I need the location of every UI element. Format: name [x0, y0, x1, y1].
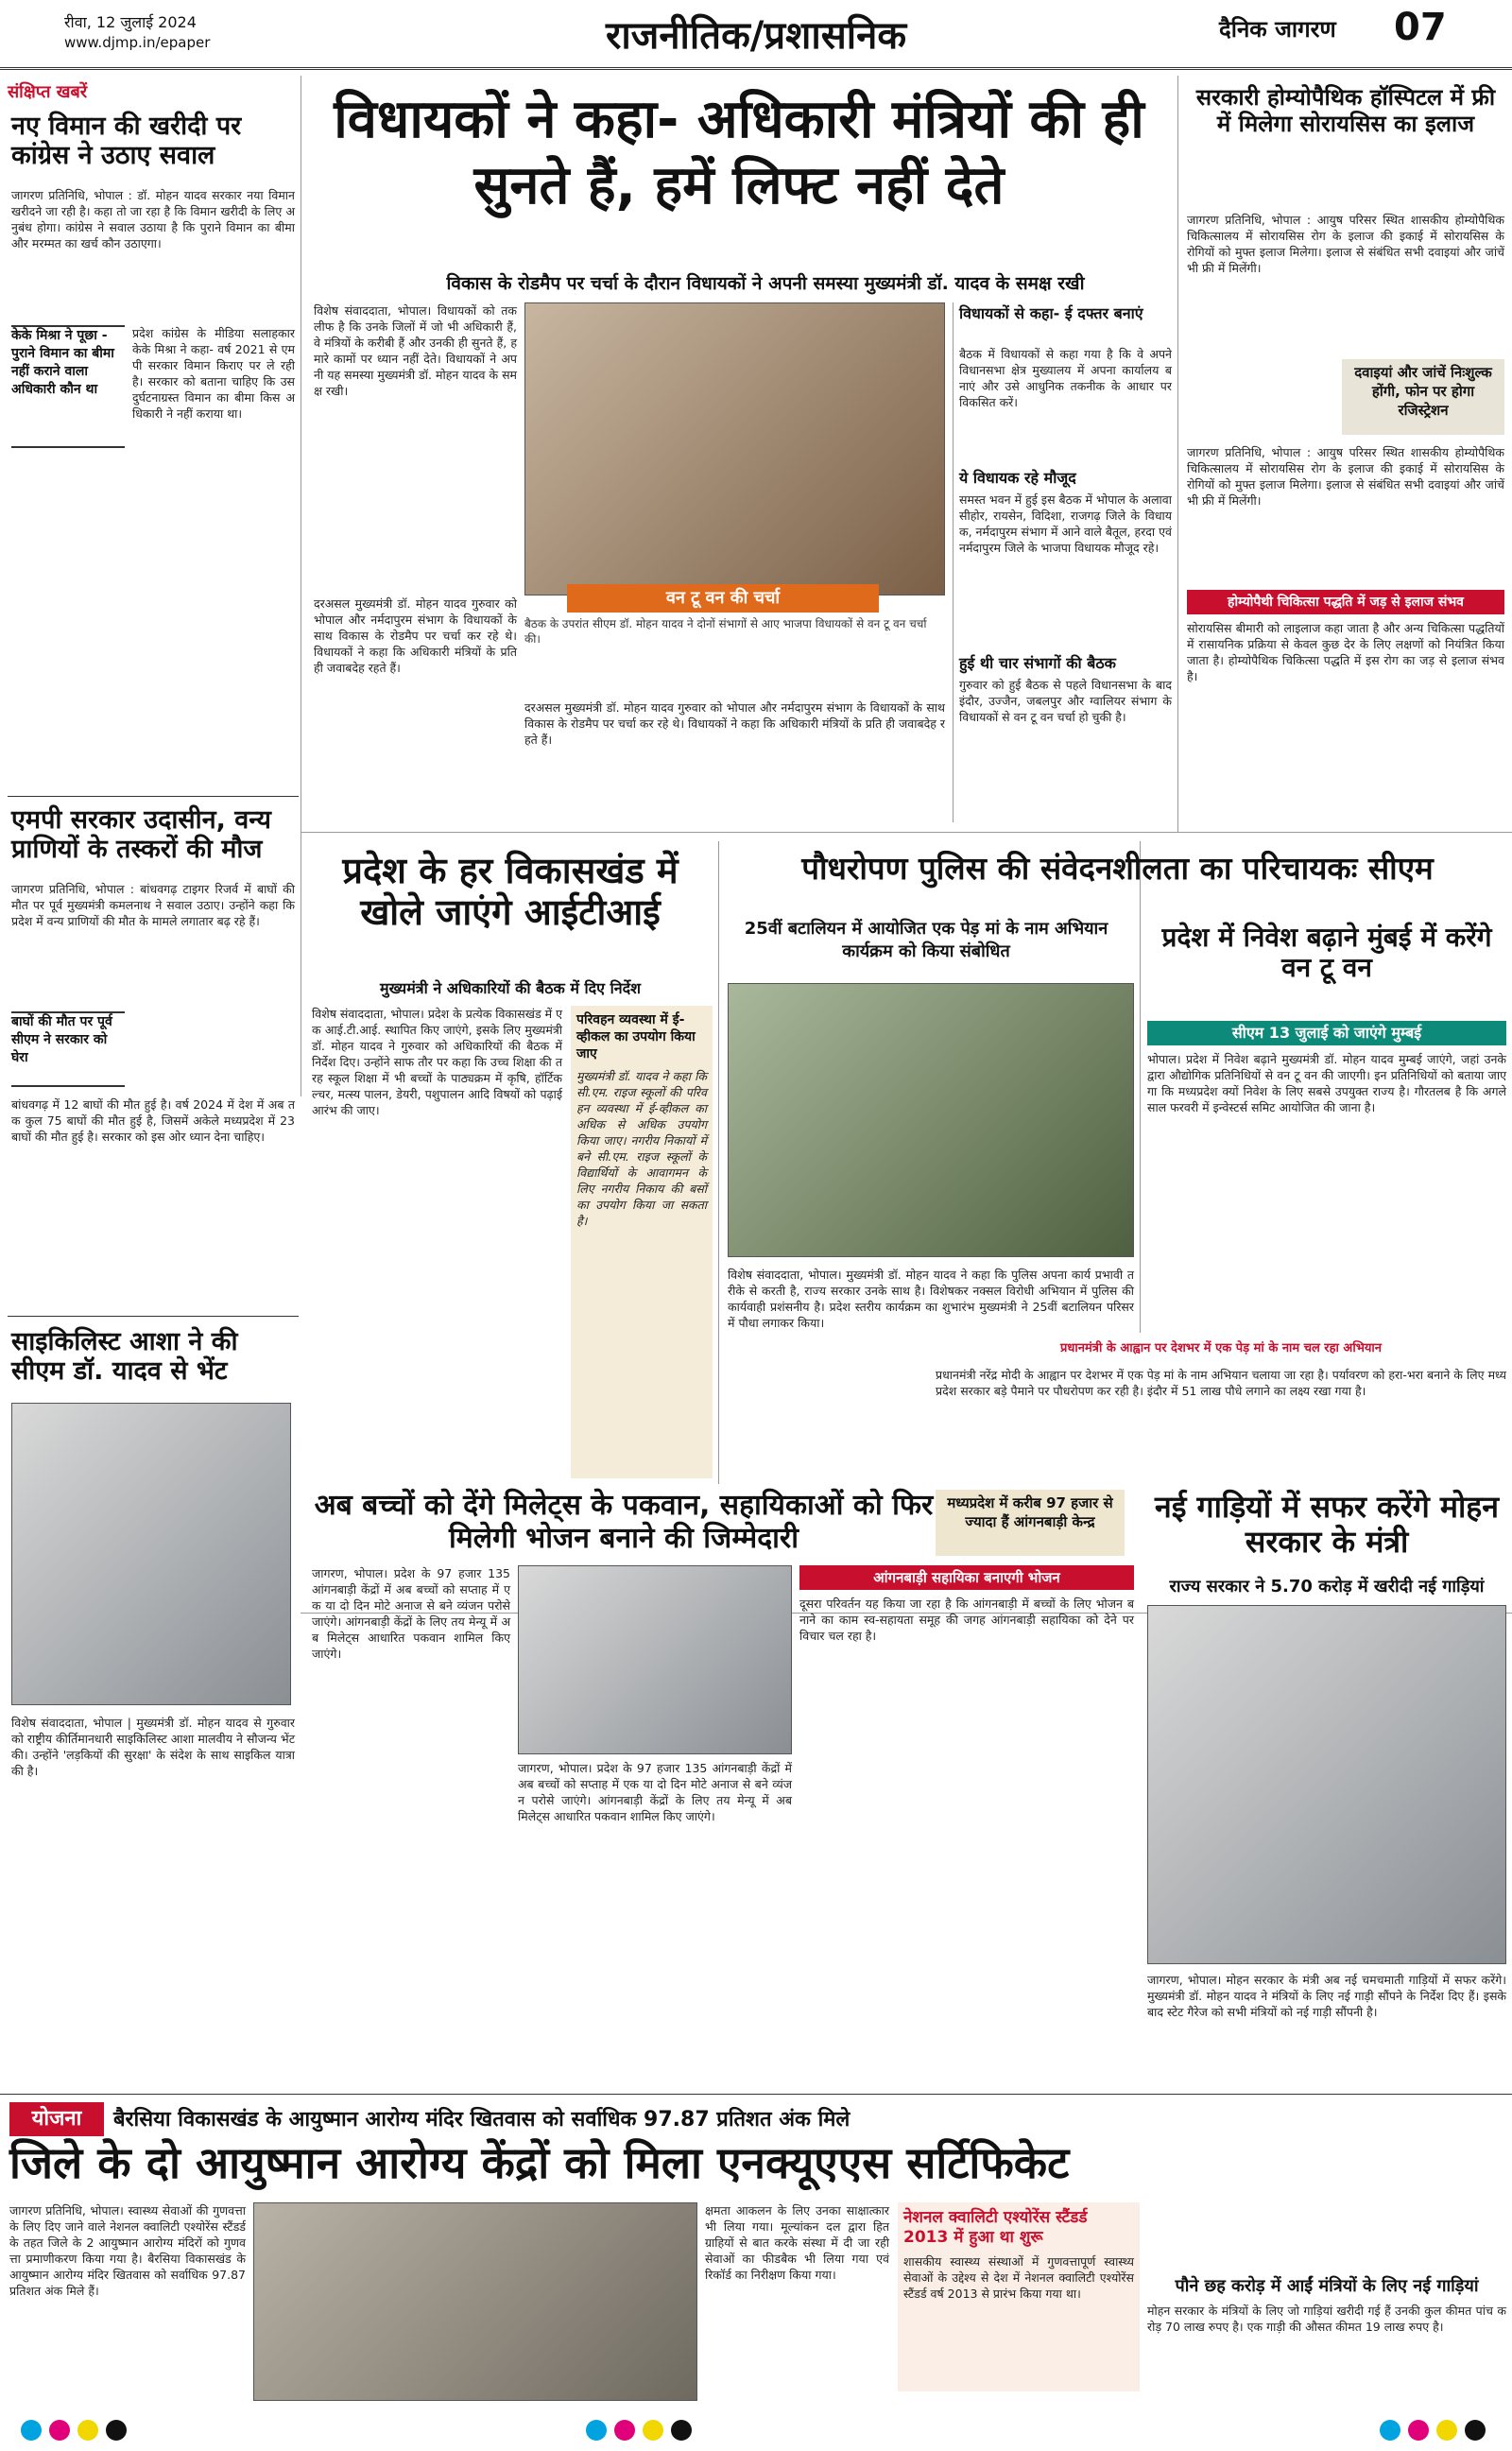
pm-body: प्रधानमंत्री नरेंद्र मोदी के आह्वान पर देशभर में एक पेड़ मां के नाम अभियान चलाया जा रहा है। पर्यावरण को हरा-भरा बनाने के लिए मध्यप्रदेश सरकार बड़े पैमाने पर पौधरोपण कर रही है। इंदौर में 51 लाख पौधे लगाने का लक्ष्य रखा गया है।: [936, 1368, 1506, 1398]
cars-body: जागरण, भोपाल। मोहन सरकार के मंत्री अब नई चमचमाती गाड़ियों में सफर करेंगे। मुख्यमंत्री डॉ. मोहन यादव ने मंत्रियों के लिए नई गाड़ी सौंपने के निर्देश दिए हैं। इसके बाद स्टेट गैरेज को सभी मंत्रियों को नई गाड़ी सौंपनी है।: [1147, 1973, 1506, 2019]
masthead: [0, 0, 1512, 70]
masthead-url[interactable]: www.djmp.in/epaper: [64, 34, 211, 51]
millet-body: जागरण, भोपाल। प्रदेश के 97 हजार 135 आंगनबाड़ी केंद्रों में अब बच्चों को सप्ताह में एक या दो दिन मोटे अनाज से बने व्यंजन परोसे जाएंगे। आंगनबाड़ी केंद्रों के लिए तय मेन्यू में अब मिलेट्स आधारित पकवान शामिल किए जाएंगे।: [312, 1566, 510, 1661]
lead-side-body-3: गुरुवार को हुई बैठक से पहले विधानसभा के बाद इंदौर, उज्जैन, जबलपुर और ग्वालियर संभाग के विधायकों से वन टू वन चर्चा हो चुकी है।: [959, 678, 1172, 724]
cars-sub-body: मोहन सरकार के मंत्रियों के लिए जो गाड़ियां खरीदी गई हैं उनकी कुल कीमत पांच करोड़ 70 लाख रुपए है। एक गाड़ी की औसत कीमत 19 लाख रुपए है।: [1147, 2304, 1506, 2334]
paper-name: दैनिक जागरण: [1219, 16, 1336, 43]
masthead-date: रीवा, 12 जुलाई 2024: [64, 13, 197, 31]
lead-side-body-1: बैठक में विधायकों से कहा गया है कि वे अपने विधानसभा क्षेत्र मुख्यालय में अपना कार्यालय बनाएं और उसे आधुनिक तकनीक के आधार पर विकसित करें।: [959, 347, 1172, 409]
yojana-box: [898, 2202, 1140, 2391]
millet-body-3: जागरण, भोपाल। प्रदेश के 97 हजार 135 आंगनबाड़ी केंद्रों में अब बच्चों को सप्ताह में एक या दो दिन मोटे अनाज से बने व्यंजन परोसे जाएंगे। आंगनबाड़ी केंद्रों के लिए तय मेन्यू में अब मिलेट्स आधारित पकवान शामिल किए जाएंगे।: [518, 1761, 792, 1823]
iti-box-head: परिवहन व्यवस्था में ई-व्हीकल का उपयोग किया जाए: [576, 1012, 696, 1062]
brief-pullquote-2: बाघों की मौत पर पूर्व सीएम ने सरकार को घेरा: [11, 1011, 125, 1087]
homeo-bar: होम्योपैथी चिकित्सा पद्धति में जड़ से इलाज संभव: [1187, 590, 1504, 614]
reg-dot-black: [106, 2420, 127, 2441]
iti-deck: मुख्यमंत्री ने अधिकारियों की बैठक में दिए निर्देश: [380, 979, 641, 997]
cars-headline: नई गाड़ियों में सफर करेंगे मोहन सरकार के मंत्री: [1154, 1489, 1500, 1560]
lead-body-2: दरअसल मुख्यमंत्री डॉ. मोहन यादव गुरुवार को भोपाल और नर्मदापुरम संभाग के विधायकों के साथ विकास के रोडमैप पर चर्चा कर रहे थे। विधायकों ने कहा कि अधिकारी मंत्रियों के प्रति ही जवाबदेह रहते हैं।: [314, 596, 517, 675]
section-title: राजनीतिक/प्रशासनिक: [605, 14, 907, 58]
lead-body-2b: दरअसल मुख्यमंत्री डॉ. मोहन यादव गुरुवार को भोपाल और नर्मदापुरम संभाग के विधायकों के साथ विकास के रोडमैप पर चर्चा कर रहे थे। विधायकों ने कहा कि अधिकारी मंत्रियों के प्रति ही जवाबदेह रहते हैं।: [524, 700, 945, 747]
reg-dot-yellow-2: [643, 2420, 663, 2441]
police-deck: 25वीं बटालियन में आयोजित एक पेड़ मां के नाम अभियान कार्यक्रम को किया संबोधित: [744, 919, 1108, 961]
lead-headline: विधायकों ने कहा- अधिकारी मंत्रियों की ही सुनते हैं, हमें लिफ्ट नहीं देते: [334, 89, 1144, 216]
reg-dot-cyan-3: [1380, 2420, 1400, 2441]
briefs-label: संक्षिप्त खबरें: [8, 79, 147, 106]
brief-body-1: जागरण प्रतिनिधि, भोपाल : डॉ. मोहन यादव सरकार नया विमान खरीदने जा रही है। कहा तो जा रहा है कि विमान खरीदी के लिए अनुबंध होगा। कांग्रेस ने सवाल उठाया है कि पुराने विमान का बीमा और मरम्मत का खर्च कौन उठाएगा।: [11, 188, 295, 250]
homeo-body-b: जागरण प्रतिनिधि, भोपाल : आयुष परिसर स्थित शासकीय होम्योपैथिक चिकित्सालय में सोरायसिस रोग के इलाज की इकाई में सोरायसिस के रोगियों को मुफ्त इलाज मिलेगा। इलाज से संबंधित सभी दवाइयां और जांचें भी फ्री में मिलेंगी।: [1187, 445, 1504, 508]
cyclist-photo: [11, 1403, 291, 1705]
millet-headline: अब बच्चों को देंगे मिलेट्स के पकवान, सहायिकाओं को फिर मिलेगी भोजन बनाने की जिम्मेदारी: [314, 1489, 934, 1555]
brief-pullquote-1: केके मिश्रा ने पूछा - पुराने विमान का बीमा नहीं कराने वाला अधिकारी कौन था: [11, 325, 125, 448]
millet-body-2: दूसरा परिवर्तन यह किया जा रहा है कि आंगनबाड़ी में बच्चों के लिए भोजन बनाने का काम स्व-सहायता समूह की जगह आंगनबाड़ी सहायिका को देने पर विचार चल रहा है।: [799, 1597, 1134, 1643]
brief-body-3: विशेष संवाददाता, भोपाल | मुख्यमंत्री डॉ. मोहन यादव से गुरुवार को राष्ट्रीय कीर्तिमानधारी साइकिलिस्ट आशा मालवीय ने सौजन्य भेंट की। उन्होंने 'लड़कियों की सुरक्षा' के संदेश के साथ साइकिल यात्रा की है।: [11, 1716, 295, 1778]
yojana-kicker: बैरसिया विकासखंड के आयुष्मान आरोग्य मंदिर खितवास को सर्वाधिक 97.87 प्रतिशत अंक मिले: [113, 2108, 850, 2132]
lead-deck: विकास के रोडमैप पर चर्चा के दौरान विधायकों ने अपनी समस्या मुख्यमंत्री डॉ. यादव के समक्ष रखी: [446, 273, 1085, 294]
lead-side-head-3: हुई थी चार संभागों की बैठक: [959, 654, 1116, 672]
yojana-headline: जिले के दो आयुष्मान आरोग्य केंद्रों को मिला एनक्यूएएस सर्टिफिकेट: [9, 2137, 1070, 2188]
iti-box: [571, 1006, 713, 1478]
iti-body: विशेष संवाददाता, भोपाल। प्रदेश के प्रत्येक विकासखंड में एक आई.टी.आई. स्थापित किए जाएंगे, इसके लिए मुख्यमंत्री डॉ. मोहन यादव ने गुरुवार को अधिकारियों की बैठक में निर्देश दिए। उन्होंने साफ तौर पर कहा कि उच्च शिक्षा की तरह स्कूल शिक्षा में भी बच्चों के पाठ्यक्रम में कृषि, हॉर्टिकल्चर, मत्स्य पालन, डेयरी, पशुपालन आदि विषयों को पढ़ाई आरंभ की जाए।: [312, 1007, 562, 1117]
iti-box-body: मुख्यमंत्री डॉ. यादव ने कहा कि सी.एम. राइज स्कूलों की परिवहन व्यवस्था में ई-व्हीकल का अधिक से अधिक उपयोग किया जाए। नगरीय निकायों में बने सी.एम. राइज स्कूलों के विद्यार्थियों के आवागमन के लिए नगरीय निकाय की बसों का उपयोग किया जा सकता है।: [576, 1069, 707, 1228]
cars-deck: राज्य सरकार ने 5.70 करोड़ में खरीदी नई गाड़ियां: [1169, 1577, 1485, 1597]
yojana-body-3: क्षमता आकलन के लिए उनका साक्षात्कार भी लिया गया। मूल्यांकन दल द्वारा हितग्राहियों से बात करके संस्था में दी जा रही सेवाओं का फीडबैक भी लिया गया एवं रिकॉर्ड का निरीक्षण किया गया।: [705, 2203, 889, 2282]
meeting-photo: [524, 302, 945, 595]
millet-box: मध्यप्रदेश में करीब 97 हजार से ज्यादा हैं आंगनबाड़ी केन्द्र: [936, 1490, 1125, 1556]
brief-headline-1: नए विमान की खरीदी पर कांग्रेस ने उठाए सवाल: [11, 112, 242, 171]
iti-headline: प्रदेश के हर विकासखंड में खोले जाएंगे आईटीआई: [342, 850, 679, 933]
reg-dot-cyan: [21, 2420, 42, 2441]
reg-dot-cyan-2: [586, 2420, 607, 2441]
brief-headline-2: एमपी सरकार उदासीन, वन्य प्राणियों के तस्करों की मौज: [11, 805, 271, 865]
reg-dot-magenta-2: [614, 2420, 635, 2441]
police-body: विशेष संवाददाता, भोपाल। मुख्यमंत्री डॉ. मोहन यादव ने कहा कि पुलिस अपना कार्य प्रभावी तरीके से करती है, राज्य सरकार उनके साथ है। विशेषकर नक्सल विरोधी अभियान में पुलिस की कार्यवाही प्रशंसनीय है। प्रदेश स्तरीय कार्यक्रम का शुभारंभ मुख्यमंत्री ने 25वीं बटालियन परिसर में पौधा लगाकर किया।: [728, 1268, 1134, 1330]
millet-bar: आंगनबाड़ी सहायिका बनाएगी भोजन: [799, 1565, 1134, 1590]
page-number: 07: [1394, 6, 1447, 49]
plantation-photo: [728, 983, 1134, 1257]
reg-dot-yellow: [77, 2420, 98, 2441]
yojana-box-body: शासकीय स्वास्थ्य संस्थाओं में गुणवत्तापूर्ण स्वास्थ्य सेवाओं के उद्देश्य से देश में नेशनल क्वालिटी एश्योरेंस स्टैंडर्ड वर्ष 2013 से प्रारंभ किया गया था।: [903, 2254, 1134, 2301]
reg-dot-magenta: [49, 2420, 70, 2441]
homeo-body-2: सोरायसिस बीमारी को लाइलाज कहा जाता है और अन्य चिकित्सा पद्धतियों में रासायनिक प्रक्रिया से केवल कुछ देर के लिए लक्षणों को नियंत्रित किया जाता है। होम्योपैथिक चिकित्सा पद्धति में इस रोग का जड़ से इलाज संभव है।: [1187, 621, 1504, 683]
lead-side-head-1: विधायकों से कहा- ई दफ्तर बनाएं: [959, 304, 1143, 322]
certificate-photo: [253, 2202, 697, 2401]
homeo-body: जागरण प्रतिनिधि, भोपाल : आयुष परिसर स्थित शासकीय होम्योपैथिक चिकित्सालय में सोरायसिस रोग के इलाज की इकाई में सोरायसिस के रोगियों को मुफ्त इलाज मिलेगा। इलाज से संबंधित सभी दवाइयां और जांचें भी फ्री में मिलेंगी।: [1187, 213, 1504, 275]
invest-bar: सीएम 13 जुलाई को जाएंगे मुम्बई: [1147, 1021, 1506, 1045]
lead-side-body-2: समस्त भवन में हुई इस बैठक में भोपाल के अलावा सीहोर, रायसेन, विदिशा, राजगढ़ जिले के विधायक, नर्मदापुरम संभाग में आने वाले बैतूल, हरदा एवं नर्मदापुरम जिले के भाजपा विधायक मौजूद रहे।: [959, 492, 1172, 555]
invest-body: भोपाल। प्रदेश में निवेश बढ़ाने मुख्यमंत्री डॉ. मोहन यादव मुम्बई जाएंगे, जहां उनके द्वारा औद्योगिक प्रतिनिधियों से वन टू वन की जाएगी। इन प्रतिनिधियों को बताया जाएगा कि मध्यप्रदेश क्यों निवेश के लिए सबसे उपयुक्त राज्य है। गौरतलब है कि अगले साल फरवरी में इन्वेस्टर्स समिट आयोजित की जाना है।: [1147, 1052, 1506, 1114]
cars-subhead: पौने छह करोड़ में आईं मंत्रियों के लिए नई गाड़ियां: [1175, 2276, 1479, 2296]
police-headline: पौधरोपण पुलिस की संवेदनशीलता का परिचायकः सीएम: [801, 850, 1434, 887]
yojana-label: योजना: [9, 2102, 104, 2136]
pm-bar: प्रधानमंत्री के आह्वान पर देशभर में एक पेड़ मां के नाम चल रहा अभियान: [936, 1337, 1506, 1361]
reg-dot-magenta-3: [1408, 2420, 1429, 2441]
lead-side-head-2: ये विधायक रहे मौजूद: [959, 469, 1076, 487]
yojana-box-head: नेशनल क्वालिटी एश्योरेंस स्टैंडर्ड 2013 में हुआ था शुरू: [903, 2208, 1088, 2247]
homeo-pullquote: दवाइयां और जांचें निःशुल्क होंगी, फोन पर होगा रजिस्ट्रेशन: [1342, 359, 1504, 435]
lead-caption: बैठक के उपरांत सीएम डॉ. मोहन यादव ने दोनों संभागों से आए भाजपा विधायकों से वन टू वन चर्चा की।: [524, 617, 927, 646]
lead-body-1: विशेष संवाददाता, भोपाल। विधायकों को तकलीफ है कि उनके जिलों में जो भी अधिकारी हैं, वे मंत्रियों के करीबी हैं और उनकी ही सुनते हैं, हमारे कामों पर ध्यान नहीं देते। विधायकों ने अपनी यह समस्या मुख्यमंत्री डॉ. मोहन यादव के समक्ष रखी।: [314, 303, 517, 398]
brief-body-2b: बांधवगढ़ में 12 बाघों की मौत हुई है। वर्ष 2024 में देश में अब तक कुल 75 बाघों की मौत हुई है, जिसमें अकेले मध्यप्रदेश में 23 बाघों की मौत हुई है। सरकार को इस ओर ध्यान देना चाहिए।: [11, 1097, 295, 1144]
reg-dot-yellow-3: [1436, 2420, 1457, 2441]
lead-caption-bar: वन टू वन की चर्चा: [567, 584, 879, 613]
reg-dot-black-2: [671, 2420, 692, 2441]
anganwadi-photo: [518, 1565, 792, 1754]
brief-headline-3: साइकिलिस्ट आशा ने की सीएम डॉ. यादव से भेंट: [11, 1327, 238, 1387]
reg-dot-black-3: [1465, 2420, 1486, 2441]
print-registration-strip: [0, 2416, 1512, 2444]
brief-body-2: जागरण प्रतिनिधि, भोपाल : बांधवगढ़ टाइगर रिजर्व में बाघों की मौत पर पूर्व मुख्यमंत्री कमलनाथ ने सवाल उठाए। उन्होंने कहा कि प्रदेश में वन्य प्राणियों की मौत के मामले लगातार बढ़ रहे हैं।: [11, 882, 295, 928]
brief-body-1b: प्रदेश कांग्रेस के मीडिया सलाहकार केके मिश्रा ने कहा- वर्ष 2021 से एमपी सरकार विमान किराए पर ले रही है। सरकार को बताना चाहिए कि उस दुर्घटनाग्रस्त विमान का बीमा किस अधिकारी ने नहीं कराया था।: [132, 326, 295, 421]
cars-photo: [1147, 1605, 1506, 1964]
homeo-headline: सरकारी होम्योपैथिक हॉस्पिटल में फ्री में मिलेगा सोरायसिस का इलाज: [1195, 84, 1496, 137]
invest-headline: प्रदेश में निवेश बढ़ाने मुंबई में करेंगे वन टू वन: [1161, 922, 1492, 984]
yojana-body: जागरण प्रतिनिधि, भोपाल। स्वास्थ्य सेवाओं की गुणवत्ता के लिए दिए जाने वाले नेशनल क्वालिटी एश्योरेंस स्टैंडर्ड के तहत जिले के 2 आयुष्मान आरोग्य मंदिरों को गुणवत्ता प्रमाणीकरण किया गया है। बैरसिया विकासखंड के आयुष्मान आरोग्य मंदिर खितवास को सर्वाधिक 97.87 प्रतिशत अंक मिले हैं।: [9, 2203, 246, 2298]
